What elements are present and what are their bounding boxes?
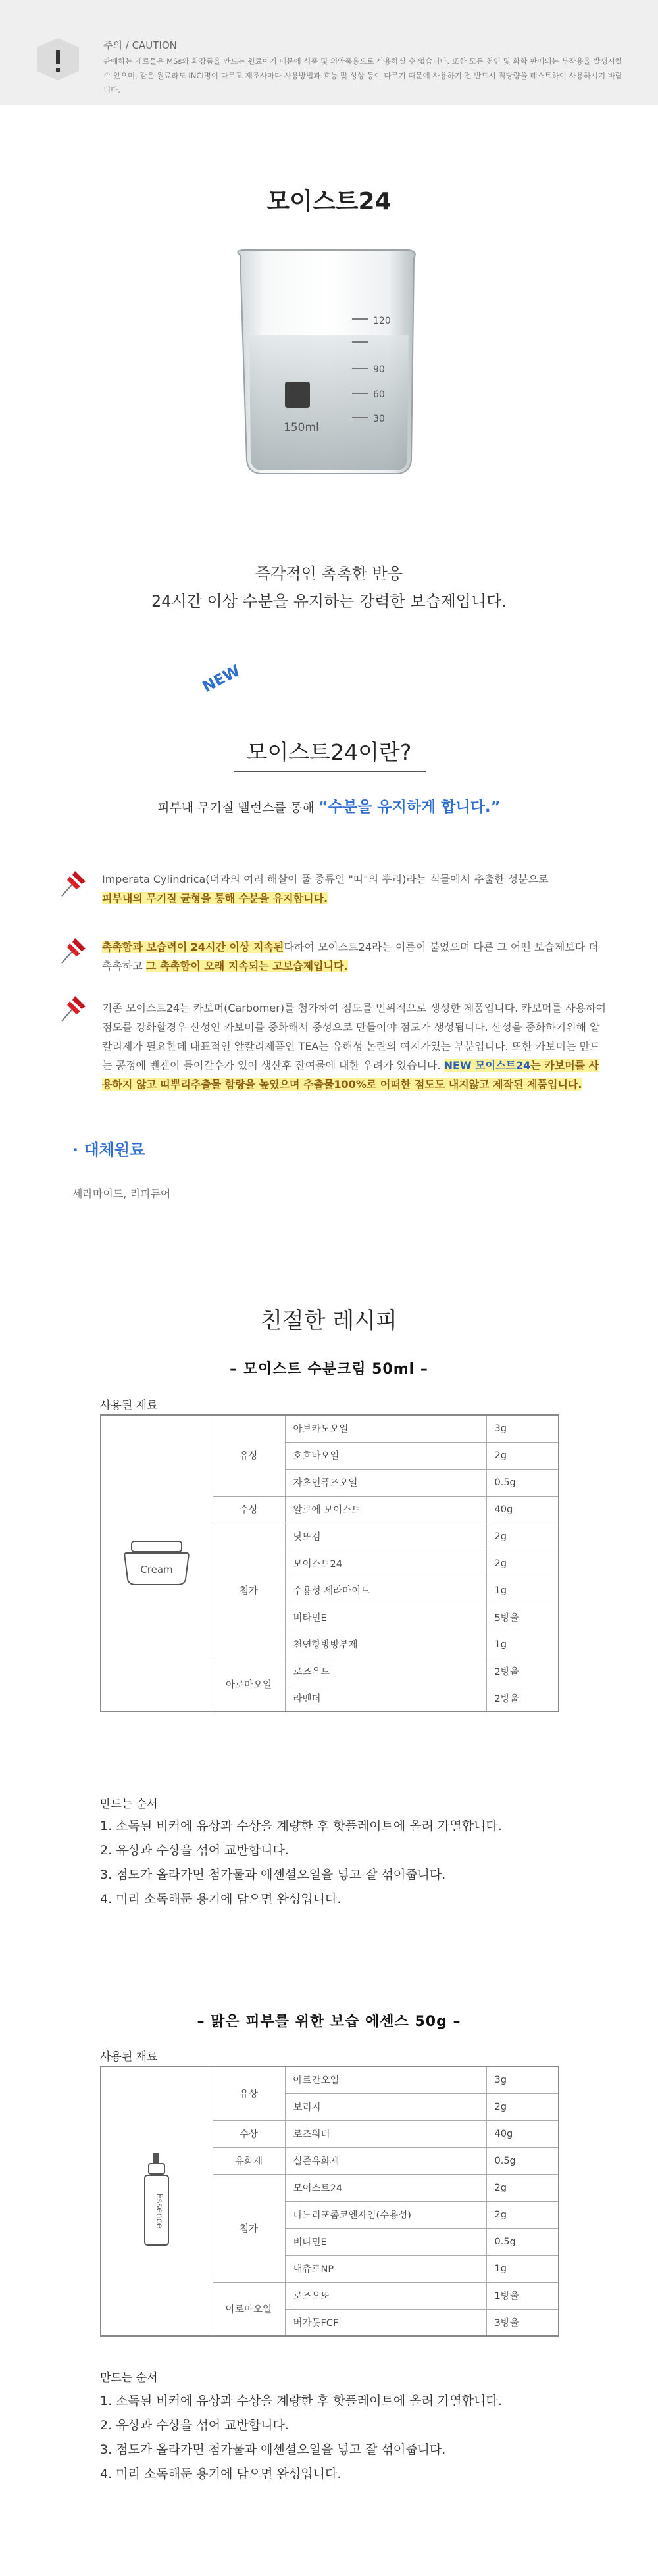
step: 2. 유상과 수상을 섞어 교반합니다. xyxy=(100,2418,289,2433)
recipe1-steps xyxy=(100,1814,600,1912)
p2-highlight-a: 촉촉함과 보습력이 24시간 이상 지속된 xyxy=(102,941,284,953)
substitute-text: 세라마이드, 리피듀어 xyxy=(72,1187,171,1200)
group-cell: 유상 xyxy=(213,1415,285,1496)
amount-cell: 2g xyxy=(486,2093,559,2120)
pushpin-icon xyxy=(58,867,89,899)
amount-cell: 2g xyxy=(486,1442,559,1469)
amount-cell: 3방울 xyxy=(486,2309,559,2336)
warning-icon xyxy=(32,33,84,86)
recipe2-label: 사용된 재료 xyxy=(100,2050,158,2064)
amount-cell: 3g xyxy=(486,1415,559,1442)
product-title: 모이스트24 xyxy=(266,188,392,215)
ingredient-cell: 아보카도오일 xyxy=(285,1415,486,1442)
p2-text: 다하여 모이스트24라는 이름이 붙었으며 다른 그 어떤 보습제보다 더 촉촉하고 xyxy=(102,941,599,972)
svg-text:Cream: Cream xyxy=(140,1563,173,1575)
step: 1. 소독된 비커에 유상과 수상을 계량한 후 핫플레이트에 올려 가열합니다. xyxy=(100,2394,502,2408)
amount-cell: 2방울 xyxy=(486,1658,559,1685)
ingredient-cell: 나노리포좀코엔자임(수용성) xyxy=(285,2201,486,2228)
amount-cell: 2g xyxy=(486,2174,559,2201)
recipes-title: 친절한 레시피 xyxy=(261,1308,397,1334)
recipe1-title: – 모이스트 수분크림 50ml – xyxy=(230,1361,428,1377)
ingredient-cell: 보리지 xyxy=(285,2093,486,2120)
ingredient-cell: 버가못FCF xyxy=(285,2309,486,2336)
amount-cell: 0.5g xyxy=(486,2228,559,2255)
subtitle-quote: “수분을 유지하게 합니다.” xyxy=(318,799,501,816)
caution-banner xyxy=(0,0,658,105)
amount-cell: 1방울 xyxy=(486,2282,559,2309)
svg-text:Essence: Essence xyxy=(154,2193,164,2229)
table-row xyxy=(101,2066,559,2093)
paragraph-2 xyxy=(102,937,609,976)
ingredient-cell: 비타민E xyxy=(285,2228,486,2255)
amount-cell: 2g xyxy=(486,1550,559,1577)
table-row xyxy=(101,1415,559,1442)
p1-text: Imperata Cylindrica(벼과의 여러 해살이 풀 종류인 "띠"의 뿌리)라는 식물에서 추출한 성분으로 xyxy=(102,873,549,885)
beaker-mark-120: 120 xyxy=(373,316,391,326)
group-cell: 유화제 xyxy=(213,2147,285,2174)
recipe1-label: 사용된 재료 xyxy=(100,1399,158,1412)
what-subtitle xyxy=(0,795,658,816)
caution-title: 주의 / CAUTION xyxy=(103,39,177,51)
amount-cell: 1g xyxy=(486,2255,559,2282)
ingredient-cell: 모이스트24 xyxy=(285,1550,486,1577)
recipe2-title: – 맑은 피부를 위한 보습 에센스 50g – xyxy=(197,2014,461,2030)
amount-cell: 2g xyxy=(486,2201,559,2228)
beaker-image xyxy=(227,243,431,480)
amount-cell: 1g xyxy=(486,1631,559,1658)
ingredient-cell: 자초인퓨즈오일 xyxy=(285,1469,486,1496)
new-badge: NEW xyxy=(199,662,243,696)
recipe2-table xyxy=(100,2066,559,2337)
amount-cell: 2g xyxy=(486,1523,559,1550)
ingredient-cell: 로즈워터 xyxy=(285,2120,486,2147)
what-title: 모이스트24이란? xyxy=(246,739,412,765)
essence-bottle-icon xyxy=(137,2150,176,2249)
ingredient-cell: 실존유화제 xyxy=(285,2147,486,2174)
group-cell: 수상 xyxy=(213,1496,285,1523)
amount-cell: 1g xyxy=(486,1577,559,1604)
recipe1-steps-title: 만드는 순서 xyxy=(100,1798,158,1811)
intro-line-1: 즉각적인 촉촉한 반응 xyxy=(255,564,403,583)
recipe1-table xyxy=(100,1414,559,1712)
substitute-title: · 대체원료 xyxy=(72,1141,145,1159)
step: 4. 미리 소독해둔 용기에 담으면 완성입니다. xyxy=(100,2467,342,2481)
paragraph-3 xyxy=(102,999,609,1094)
amount-cell: 2방울 xyxy=(486,1685,559,1712)
group-cell: 첨가 xyxy=(213,2174,285,2282)
beaker-mark-30: 30 xyxy=(373,414,385,424)
ingredient-cell: 비타민E xyxy=(285,1604,486,1631)
group-cell: 아로마오일 xyxy=(213,2282,285,2336)
ingredient-cell: 아르간오일 xyxy=(285,2066,486,2093)
amount-cell: 5방울 xyxy=(486,1604,559,1631)
amount-cell: 40g xyxy=(486,1496,559,1523)
ingredient-cell: 로즈오또 xyxy=(285,2282,486,2309)
subtitle-text: 피부내 무기질 밸런스를 통해 xyxy=(157,801,318,815)
ingredient-cell: 내츄로NP xyxy=(285,2255,486,2282)
intro-line-2: 24시간 이상 수분을 유지하는 강력한 보습제입니다. xyxy=(151,592,507,610)
step: 3. 점도가 올라가면 첨가물과 에센셜오일을 넣고 잘 섞어줍니다. xyxy=(100,2442,446,2457)
amount-cell: 0.5g xyxy=(486,1469,559,1496)
ingredient-cell: 낫또검 xyxy=(285,1523,486,1550)
ingredient-cell: 라벤더 xyxy=(285,1685,486,1712)
amount-cell: 3g xyxy=(486,2066,559,2093)
p1-highlight: 피부내의 무기질 균형을 통해 수분을 유지합니다. xyxy=(102,892,328,904)
step: 3. 점도가 올라가면 첨가물과 에센셜오일을 넣고 잘 섞어줍니다. xyxy=(100,1868,446,1882)
p3-text: 기존 모이스트24는 카보머(Carbomer)를 첨가하여 점도를 인위적으로 생성한 제품입니다. 카보머를 사용하여 점도를 강화할경우 산성인 카보머를 중화해서 중성으로 만들어야 점도가 생성됩니다. 산성을 중화하기위해 알칼리제가 필요한데 대표적인 알칼리제품인 TEA는 유해성 논란의 여지가있는 부분입니다. 또한 카보머는 만드는 공정에 벤젠이 들어갈수가 있어 생산후 잔여물에 대한 우려가 있습니다. xyxy=(102,1002,606,1072)
recipe2-steps xyxy=(100,2389,600,2487)
cream-jar-icon xyxy=(117,1536,196,1589)
pushpin-icon xyxy=(58,992,89,1024)
group-cell: 첨가 xyxy=(213,1523,285,1658)
step: 4. 미리 소독해둔 용기에 담으면 완성입니다. xyxy=(100,1892,342,1906)
step: 2. 유상과 수상을 섞어 교반합니다. xyxy=(100,1843,289,1858)
ingredient-cell: 모이스트24 xyxy=(285,2174,486,2201)
beaker-volume: 150ml xyxy=(284,421,319,434)
product-image-cell xyxy=(101,2066,213,2336)
p3-highlight: 는 카보머를 사용하지 않고 띠뿌리추출물 함량을 높였으며 추출물100%로 어떠한 점도도 내지않고 제작된 제품입니다. xyxy=(102,1059,599,1091)
product-image-cell xyxy=(101,1415,213,1712)
amount-cell: 0.5g xyxy=(486,2147,559,2174)
step: 1. 소독된 비커에 유상과 수상을 계량한 후 핫플레이트에 올려 가열합니다. xyxy=(100,1819,502,1833)
title-underline xyxy=(234,771,426,772)
p3-highlight-name: NEW 모이스트24 xyxy=(443,1059,531,1072)
amount-cell: 40g xyxy=(486,2120,559,2147)
recipe2-steps-title: 만드는 순서 xyxy=(100,2371,158,2385)
ingredient-cell: 수용성 세라마이드 xyxy=(285,1577,486,1604)
ingredient-cell: 로즈우드 xyxy=(285,1658,486,1685)
ingredient-cell: 호호바오일 xyxy=(285,1442,486,1469)
group-cell: 유상 xyxy=(213,2066,285,2120)
pushpin-icon xyxy=(58,934,89,966)
group-cell: 수상 xyxy=(213,2120,285,2147)
ingredient-cell: 알로에 모이스트 xyxy=(285,1496,486,1523)
beaker-mark-90: 90 xyxy=(373,364,385,375)
paragraph-1 xyxy=(102,870,609,908)
ingredient-cell: 천연항방방부제 xyxy=(285,1631,486,1658)
caution-text: 판매하는 재료들은 MSs와 화장품을 만드는 원료이기 때문에 식품 및 의약품용으로 사용하실 수 없습니다. 또한 모든 천연 및 화학 판매되는 부작용을 발생시킬 수 있으며, 같은 원료라도 INCI명이 다르고 제조사마다 사용방법과 효능 및 성상 등이 다르기 때문에 사용하기 전 반드시 적당량을 테스트하여 사용하시기 바랍니다. xyxy=(103,57,622,95)
group-cell: 아로마오일 xyxy=(213,1658,285,1712)
p2-highlight-b: 그 촉촉함이 오래 지속되는 고보습제입니다. xyxy=(145,960,348,972)
beaker-mark-60: 60 xyxy=(373,389,385,400)
